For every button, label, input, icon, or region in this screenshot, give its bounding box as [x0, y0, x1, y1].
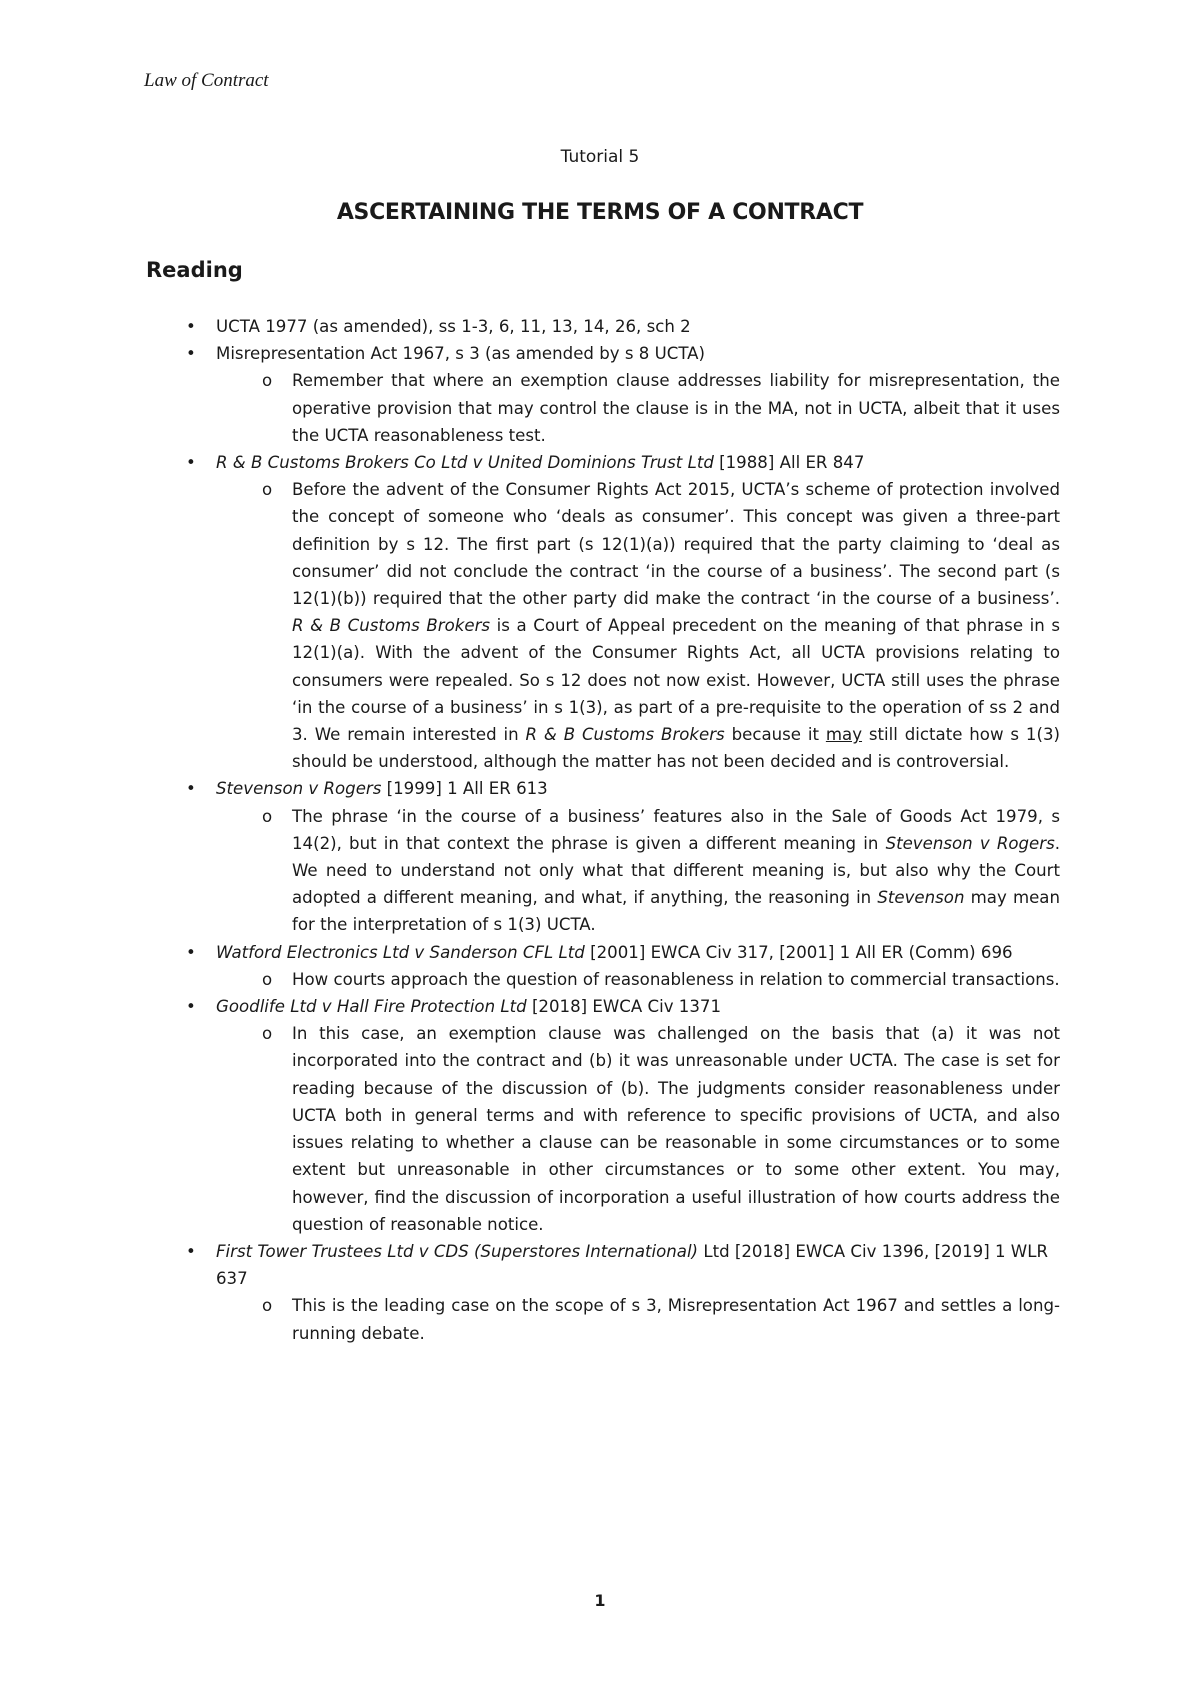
- list-item: [144, 313, 1060, 340]
- page-number: 1: [594, 1591, 606, 1610]
- case-citation: [1999] 1 All ER 613: [381, 779, 548, 799]
- case-citation: [1988] All ER 847: [713, 453, 865, 473]
- sub-item-text: . We need to understand not only what that different meaning is, but also why the Court adopted a different meaning, and what, if anything, the reasoning in: [292, 833, 1060, 908]
- list-item: [144, 939, 1060, 966]
- bullet-icon: •: [186, 997, 196, 1017]
- sub-item-text: Remember that where an exemption clause addresses liability for misrepresentation, the operative provision that may control the clause is in the MA, not in UCTA, albeit that it uses the UCTA reasonableness test.: [292, 371, 1060, 445]
- sub-bullet-icon: o: [262, 969, 273, 989]
- sub-bullet-icon: o: [262, 806, 273, 826]
- sub-item-text: may mean for the interpretation of s 1(3) UCTA.: [292, 888, 1060, 935]
- case-name: R & B Customs Brokers: [525, 725, 725, 745]
- reading-heading: Reading: [146, 258, 243, 282]
- sub-bullet-icon: o: [262, 480, 273, 500]
- item-text: UCTA 1977 (as amended), ss 1-3, 6, 11, 13, 14, 26, sch 2: [216, 317, 691, 336]
- sub-bullet-icon: o: [262, 1024, 273, 1044]
- sub-item-text: Before the advent of the Consumer Rights Act 2015, UCTA’s scheme of protection involved the concept of someone who ‘deals as consumer’. This concept was given a three-part definition by s 12. The first part (s 12(1)(a)) required that the party claiming to ‘deal as consumer’ did not conclude the contract ‘in the course of a business’. The second part (s 12(1)(b)) required that the other party did make the contract ‘in the course of a business’.: [292, 480, 1060, 609]
- sub-item-text: This is the leading case on the scope of s 3, Misrepresentation Act 1967 and settles a long-running debate.: [292, 1296, 1060, 1343]
- sub-item: [144, 1292, 1060, 1346]
- bullet-icon: •: [186, 453, 196, 473]
- list-item: [144, 775, 1060, 802]
- sub-item: [144, 476, 1060, 775]
- list-item: [144, 993, 1060, 1020]
- case-name: Stevenson v Rogers: [885, 833, 1055, 853]
- case-name: Watford Electronics Ltd v Sanderson CFL Ltd: [216, 942, 585, 962]
- case-name: Stevenson v Rogers: [216, 779, 382, 799]
- sub-item-text: The phrase ‘in the course of a business’ features also in the Sale of Goods Act 1979, s 14(2), but in that context the phrase is given a different meaning in: [292, 806, 1060, 853]
- list-item: [144, 340, 1060, 367]
- tutorial-label: Tutorial 5: [560, 147, 640, 167]
- case-name: First Tower Trustees Ltd v CDS (Superstores International): [216, 1241, 699, 1261]
- running-header: Law of Contract: [144, 70, 269, 91]
- sub-item: [144, 803, 1060, 939]
- sub-item-text: because it: [724, 725, 826, 745]
- sub-bullet-icon: o: [262, 371, 273, 391]
- case-name: R & B Customs Brokers: [292, 616, 491, 636]
- case-name: Stevenson: [877, 888, 965, 908]
- sub-item-text: In this case, an exemption clause was challenged on the basis that (a) it was not incorporated into the contract and (b) it was unreasonable under UCTA. The case is set for reading because of the discussion of (b). The judgments consider reasonableness under UCTA both in general terms and with reference to specific provisions of UCTA, and also issues relating to whether a clause can be reasonable in some circumstances or to some extent but unreasonable in other circumstances or to some other extent. You may, however, find the discussion of incorporation a useful illustration of how courts address the question of reasonable notice.: [292, 1024, 1060, 1234]
- sub-item-text: How courts approach the question of reasonableness in relation to commercial transactions.: [292, 969, 1060, 989]
- list-item: [144, 449, 1060, 476]
- list-item: [144, 1238, 1060, 1292]
- bullet-icon: •: [186, 1241, 196, 1261]
- bullet-icon: •: [186, 317, 196, 336]
- case-name: R & B Customs Brokers Co Ltd v United Dominions Trust Ltd: [216, 453, 714, 473]
- bullet-icon: •: [186, 779, 196, 799]
- bullet-icon: •: [186, 942, 196, 962]
- page-title: ASCERTAINING THE TERMS OF A CONTRACT: [336, 200, 864, 225]
- sub-item-text: is a Court of Appeal precedent on the meaning of that phrase in s 12(1)(a). With the advent of the Consumer Rights Act, all UCTA provisions relating to consumers were repealed. So s 12 does not now exist. However, UCTA still uses the phrase ‘in the course of a business’ in s 1(3), as part of a pre-requisite to the operation of ss 2 and 3. We remain interested in: [292, 616, 1060, 745]
- reading-list: [144, 313, 1060, 1347]
- sub-item: [144, 367, 1060, 449]
- bullet-icon: •: [186, 344, 196, 364]
- case-citation: Ltd [2018] EWCA Civ 1396, [2019] 1 WLR 637: [216, 1241, 1048, 1289]
- case-name: Goodlife Ltd v Hall Fire Protection Ltd: [216, 997, 527, 1017]
- sub-item-text: still dictate how s 1(3) should be understood, although the matter has not been decided and is controversial.: [292, 725, 1060, 772]
- sub-bullet-icon: o: [262, 1296, 273, 1316]
- case-citation: [2018] EWCA Civ 1371: [526, 997, 722, 1017]
- underlined-word: may: [825, 725, 863, 745]
- sub-item: [144, 1020, 1060, 1238]
- item-text: Misrepresentation Act 1967, s 3 (as amended by s 8 UCTA): [216, 344, 705, 364]
- case-citation: [2001] EWCA Civ 317, [2001] 1 All ER (Comm) 696: [584, 942, 1013, 962]
- sub-item: [144, 966, 1060, 993]
